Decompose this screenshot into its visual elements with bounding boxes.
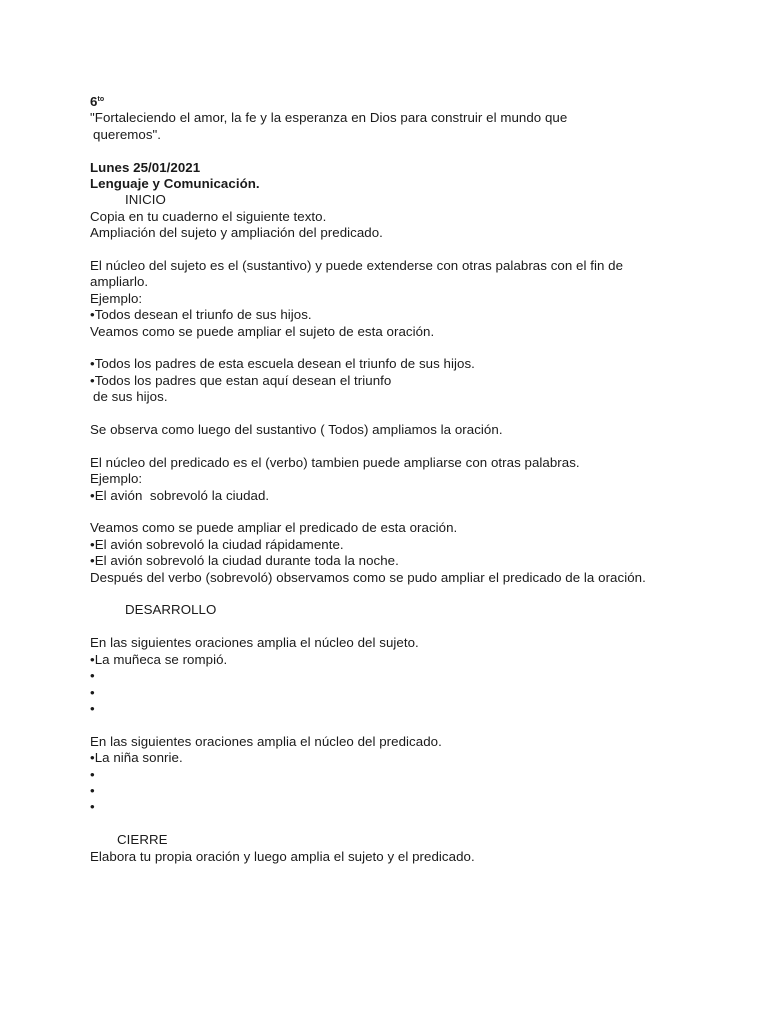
expanded-sentence-2-line-2: de sus hijos. <box>93 389 168 405</box>
see-predicate-text: Veamos como se puede ampliar el predicado de esta oración. <box>90 520 458 536</box>
answer-bullet: • <box>90 668 95 684</box>
expanded-sentence-1: •Todos los padres de esta escuela desean el triunfo de sus hijos. <box>90 356 475 372</box>
spacer <box>90 717 730 733</box>
answer-bullet: • <box>90 700 95 716</box>
expanded-sentence-2-line-1: •Todos los padres que estan aquí desean el triunfo <box>90 372 392 388</box>
answer-bullet: • <box>90 782 95 798</box>
section-heading-desarrollo: DESARROLLO <box>125 602 217 618</box>
instruction-copy: Copia en tu cuaderno el siguiente texto. <box>90 208 327 224</box>
predicate-definition: El núcleo del predicado es el (verbo) tambien puede ampliarse con otras palabras. <box>90 454 580 470</box>
section-heading-inicio: INICIO <box>125 192 166 208</box>
spacer <box>90 438 730 454</box>
answer-bullet: • <box>90 684 95 700</box>
motto-line-1: "Fortaleciendo el amor, la fe y la esperanza en Dios para construir el mundo que <box>90 110 568 126</box>
spacer <box>90 504 730 520</box>
see-subject-text: Veamos como se puede ampliar el sujeto de esta oración. <box>90 323 435 339</box>
task-subject-instruction: En las siguientes oraciones amplia el núcleo del sujeto. <box>90 635 419 651</box>
grade-suffix: to <box>97 96 105 103</box>
spacer <box>90 143 730 159</box>
spacer <box>90 406 730 422</box>
topic-title: Ampliación del sujeto y ampliación del predicado. <box>90 225 383 241</box>
example-label: Ejemplo: <box>90 290 143 306</box>
lesson-date: Lunes 25/01/2021 <box>90 159 201 175</box>
observe-predicate-text: Después del verbo (sobrevoló) observamos como se pudo ampliar el predicado de la oración. <box>90 569 646 585</box>
lesson-subject: Lenguaje y Comunicación. <box>90 176 260 192</box>
answer-bullet: • <box>90 799 95 815</box>
spacer <box>90 619 730 635</box>
task-predicate-sentence: •La niña sonrie. <box>90 750 183 766</box>
answer-bullet: • <box>90 766 95 782</box>
spacer <box>90 586 730 602</box>
grade-label <box>90 92 730 110</box>
motto-line-2: queremos". <box>93 126 162 142</box>
task-predicate-instruction: En las siguientes oraciones amplia el núcleo del predicado. <box>90 733 442 749</box>
observe-subject-text: Se observa como luego del sustantivo ( Todos) ampliamos la oración. <box>90 422 503 438</box>
spacer <box>90 242 730 258</box>
example-sentence: •Todos desean el triunfo de sus hijos. <box>90 307 312 323</box>
subject-definition-line-2: ampliarlo. <box>90 274 149 290</box>
task-subject-sentence: •La muñeca se rompió. <box>90 651 228 667</box>
closing-instruction: Elabora tu propia oración y luego amplia el sujeto y el predicado. <box>90 848 475 864</box>
spacer <box>90 340 730 356</box>
predicate-sentence-2: •El avión sobrevoló la ciudad durante toda la noche. <box>90 553 399 569</box>
section-heading-cierre: CIERRE <box>117 832 168 848</box>
grade-number: 6 <box>90 94 98 109</box>
subject-definition-line-1: El núcleo del sujeto es el (sustantivo) y puede extenderse con otras palabras con el fin de <box>90 258 624 274</box>
predicate-sentence-1: •El avión sobrevoló la ciudad rápidamente. <box>90 536 344 552</box>
example-sentence: •El avión sobrevoló la ciudad. <box>90 487 270 503</box>
spacer <box>90 816 730 832</box>
document-page <box>90 92 730 865</box>
example-label: Ejemplo: <box>90 471 143 487</box>
